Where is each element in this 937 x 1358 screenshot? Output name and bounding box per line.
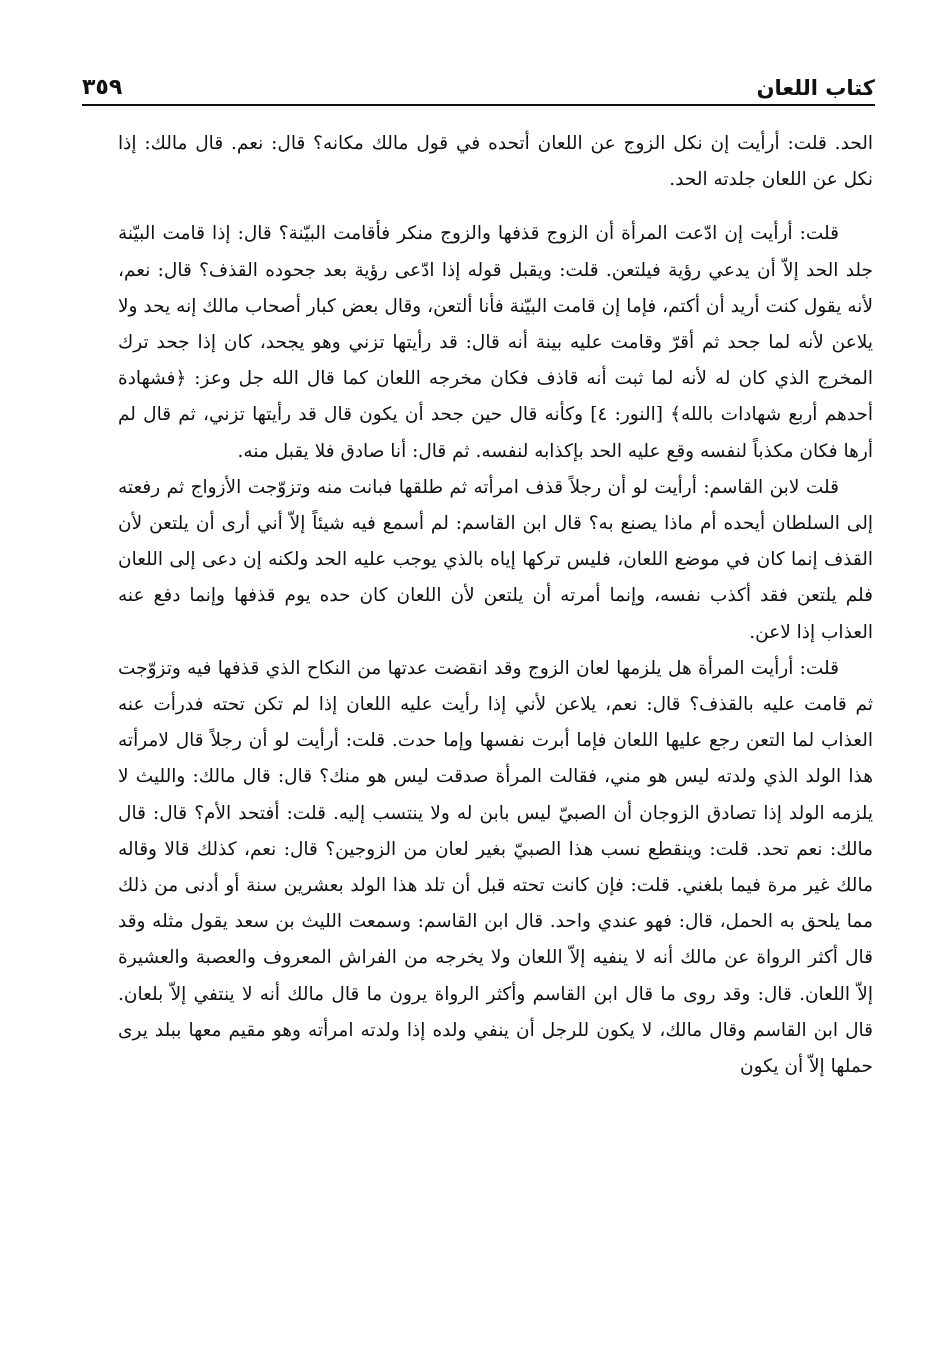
page-number: ٣٥٩	[82, 75, 123, 100]
main-text	[118, 126, 873, 1085]
paragraph: قلت لابن القاسم: أرأيت لو أن رجلاً قذف امرأته ثم طلقها فبانت منه وتزوّجت الأزواج ثم رفعته إلى السلطان أيحده أم ماذا يصنع به؟ قال ابن القاسم: لم أسمع فيه شيئاً إلاّ أني أرى أن يلتعن لأن القذف إنما كان في موضع اللعان، فليس تركها إياه بالذي يوجب عليه الحد ولكنه إن دعى إلى اللعان فلم يلتعن فقد أكذب نفسه، وإنما أمرته أن يلتعن لأن اللعان كان حده يوم قذفها وإنما دفع عنه العذاب إذا لاعن.	[118, 476, 873, 643]
paragraph: الحد. قلت: أرأيت إن نكل الزوج عن اللعان أتحده في قول مالك مكانه؟ قال: نعم. قال مالك: إذا نكل عن اللعان جلدته الحد.	[118, 133, 873, 191]
page-header	[82, 64, 875, 106]
running-title: كتاب اللعان	[756, 76, 875, 100]
paragraph: قلت: أرأيت إن ادّعت المرأة أن الزوج قذفها والزوج منكر فأقامت البيّنة؟ قال: إذا قامت البيّنة جلد الحد إلاّ أن يدعي رؤية فيلتعن. قلت: ويقبل قوله إذا ادّعى رؤية بعد جحوده القذف؟ قال: نعم، لأنه يقول كنت أريد أن أكتم، فإما إن قامت البيّنة فأنا ألتعن، وقال بعض كبار أصحاب مالك إنه يحد ولا يلاعن لأنه لما جحد ثم أقرّ وقامت عليه بينة أنه قال: قد رأيتها تزني وهو يجحد، كان إذا جحد ترك المخرج الذي كان له لأنه لما ثبت أنه قاذف فكان مخرجه اللعان كما قال الله جل وعز: ﴿فشهادة أحدهم أربع شهادات بالله﴾ [النور: ٤] وكأنه قال حين جحد أن يكون قال قد رأيتها تزني، ثم قال لم أرها فكان مكذباً لنفسه وقع عليه الحد بإكذابه لنفسه. ثم قال: أنا صادق فلا يقبل منه.	[118, 223, 873, 462]
paragraph: قلت: أرأيت المرأة هل يلزمها لعان الزوج وقد انقضت عدتها من النكاح الذي قذفها فيه وتزوّجت ثم قامت عليه بالقذف؟ قال: نعم، يلاعن لأني إذا رأيت عليه اللعان إذا لم تكن تحته فدرأت عنه العذاب لما التعن رجع عليها اللعان فإما أبرت نفسها وإما حدت. قلت: أرأيت لو أن رجلاً قال لامرأته هذا الولد الذي ولدته ليس هو مني، فقالت المرأة صدقت ليس هو منك؟ قال: قال مالك: والليث لا يلزمه الولد إذا تصادق الزوجان أن الصبيّ ليس بابن له ولا ينتسب إليه. قلت: أفتحد الأم؟ قال: قال مالك: نعم تحد. قلت: وينقطع نسب هذا الصبيّ بغير لعان من الزوجين؟ قال: نعم، كذلك قالا وقاله مالك غير مرة فيما بلغني. قلت: فإن كانت تحته قبل أن تلد هذا الولد بعشرين سنة أو أدنى من ذلك مما يلحق به الحمل، قال: فهو عندي واحد. قال ابن القاسم: وسمعت الليث بن سعد يقول مثله وقد قال أكثر الرواة عن مالك أنه لا ينفيه إلاّ اللعان ولا يخرجه من الفراش المعروف والعصبة والعشيرة إلاّ اللعان. قال: وقد روى ما قال ابن القاسم وأكثر الرواة يرون ما قال مالك أنه لا ينتفي إلاّ بلعان. قال ابن القاسم وقال مالك، لا يكون للرجل أن ينفي ولده إذا ولدته امرأته وهو مقيم معها ببلد يرى حملها إلاّ أن يكون	[118, 657, 873, 1078]
